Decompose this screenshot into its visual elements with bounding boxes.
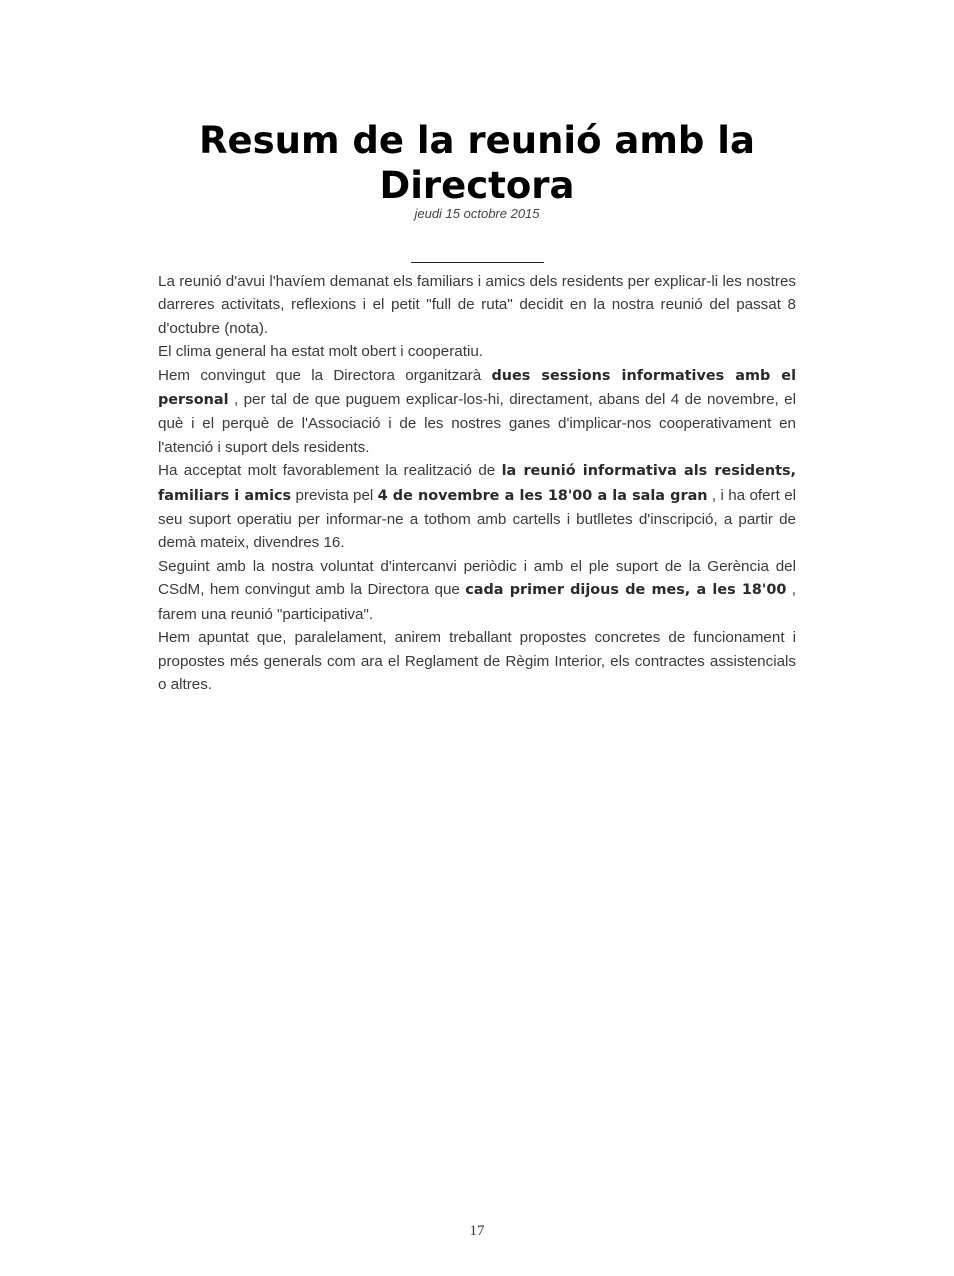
title-divider: [411, 262, 544, 263]
paragraph-1: [158, 270, 796, 340]
paragraph-text: Hem apuntat que, paralelament, anirem treballant propostes concretes de funcionament i propostes més generals com ara el Reglament de Règim Interior, els contractes assistencials o altres.: [158, 629, 796, 693]
paragraph-text: , i ha ofert el seu suport operatiu per informar-ne a tothom amb cartells i butlletes d'inscripció, a partir de demà mateix, divendres 16.: [158, 486, 797, 552]
paragraph-3: [158, 364, 796, 460]
post-date: jeudi 15 octobre 2015: [414, 206, 540, 221]
paragraph-text: El clima general ha estat molt obert i cooperatiu.: [158, 343, 484, 361]
paragraph-text: Seguint amb la nostra voluntat d'intercanvi periòdic i amb el ple suport de la Gerència del CSdM, hem convingut amb la Directora que: [158, 557, 796, 599]
bold-phrase: dues sessions informatives amb el personal: [158, 367, 796, 409]
paragraph-text: Ha acceptat molt favorablement la realització de: [158, 462, 502, 480]
page-title: Resum de la reunió amb la Directora: [199, 119, 755, 207]
bold-phrase: cada primer dijous de mes, a les 18'00: [465, 582, 787, 599]
article-body: [158, 270, 796, 696]
paragraph-text: prevista pel: [291, 486, 378, 504]
page-number: 17: [469, 1223, 485, 1239]
paragraph-4: [158, 459, 796, 555]
paragraph-text: , per tal de que puguem explicar-los-hi, directament, abans del 4 de novembre, el què i el perquè de l'Associació i de les nostres ganes d'implicar-nos cooperativament en l'atenció i suport dels residents.: [158, 391, 796, 456]
paragraph-text: La reunió d'avui l'havíem demanat els familiars i amics dels residents per explicar-li les nostres darreres activitats, reflexions i el petit "full de ruta" decidit en la nostra reunió del passat 8 d'octubre (nota).: [158, 273, 796, 337]
bold-phrase: la reunió informativa als residents, familiars i amics: [158, 463, 796, 504]
paragraph-2: [158, 340, 796, 363]
paragraph-text: Hem convingut que la Directora organitzarà: [158, 366, 492, 384]
paragraph-5: [158, 555, 796, 626]
bold-phrase: 4 de novembre a les 18'00 a la sala gran: [377, 487, 708, 504]
paragraph-text: , farem una reunió "participativa".: [158, 581, 796, 623]
paragraph-6: [158, 626, 796, 696]
